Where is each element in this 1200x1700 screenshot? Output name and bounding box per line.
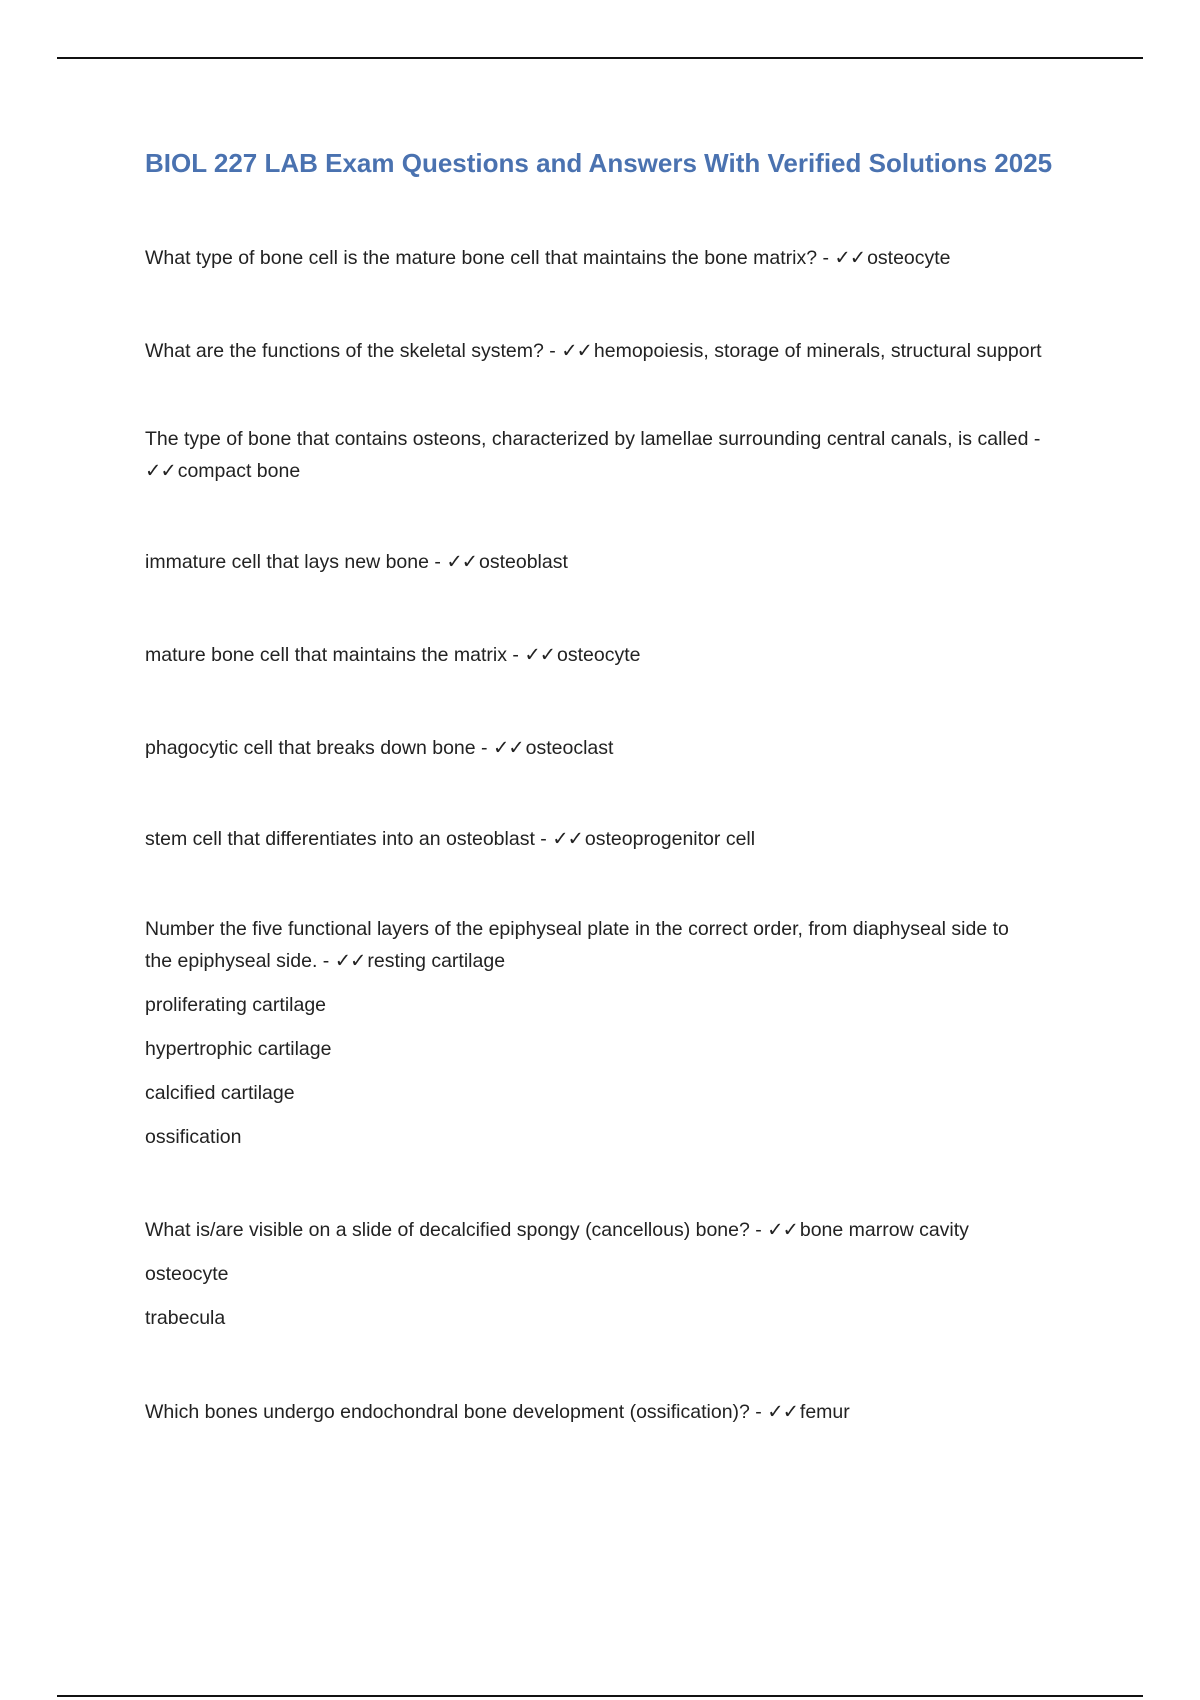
bottom-rule (57, 1695, 1143, 1697)
answer-text: hemopoiesis, storage of minerals, structural support (593, 340, 1042, 362)
qa-line: The type of bone that contains osteons, characterized by lamellae surrounding central canals, is called - (145, 428, 1041, 450)
question-text: immature cell that lays new bone - (145, 551, 447, 573)
qa-item-10 (145, 1396, 1105, 1428)
question-text: What type of bone cell is the mature bone cell that maintains the bone matrix? - (145, 247, 835, 269)
qa-item-4 (145, 546, 1105, 578)
answer-text: osteocyte (867, 247, 951, 269)
qa-line (145, 242, 1105, 274)
answer-text: femur (799, 1401, 850, 1423)
qa-item-1 (145, 242, 1105, 274)
check-mark-icon: ✓✓ (767, 1218, 798, 1241)
qa-item-3 (145, 424, 1105, 487)
question-text: Which bones undergo endochondral bone development (ossification)? - (145, 1401, 768, 1423)
check-mark-icon: ✓✓ (446, 550, 477, 573)
qa-line (145, 546, 1105, 578)
question-text: the epiphyseal side. - (145, 950, 335, 972)
answer-text: compact bone (177, 460, 301, 482)
document-title: BIOL 227 LAB Exam Questions and Answers With Verified Solutions 2025 (145, 148, 1053, 178)
answer-continuation: trabecula (145, 1307, 226, 1329)
answer-continuation: calcified cartilage (145, 1082, 295, 1104)
question-text: What is/are visible on a slide of decalcified spongy (cancellous) bone? - (145, 1219, 768, 1241)
answer-text: osteoblast (479, 551, 568, 573)
qa-item-7 (145, 823, 1105, 855)
check-mark-icon: ✓✓ (492, 736, 524, 759)
question-text: phagocytic cell that breaks down bone - (145, 737, 493, 759)
qa-item-8 (145, 914, 1105, 1153)
check-mark-icon: ✓✓ (561, 339, 592, 362)
question-text: stem cell that differentiates into an osteoblast - (145, 828, 553, 850)
answer-text: resting cartilage (367, 950, 506, 972)
qa-item-9 (145, 1214, 1105, 1334)
question-text: What are the functions of the skeletal system? - (145, 340, 562, 362)
answer-continuation: hypertrophic cartilage (145, 1038, 332, 1060)
answer-text: osteocyte (557, 644, 641, 666)
check-mark-icon: ✓✓ (145, 459, 176, 482)
answer-text: bone marrow cavity (799, 1219, 969, 1241)
question-text: mature bone cell that maintains the matrix - (145, 644, 525, 666)
qa-line (145, 732, 1105, 764)
qa-item-2 (145, 335, 1105, 367)
qa-line (145, 639, 1105, 671)
check-mark-icon: ✓✓ (552, 827, 583, 850)
check-mark-icon: ✓✓ (524, 643, 556, 666)
answer-continuation: osteocyte (145, 1263, 229, 1285)
qa-line (145, 823, 1105, 855)
answer-continuation: proliferating cartilage (145, 994, 327, 1016)
qa-line (145, 945, 1105, 977)
check-mark-icon: ✓✓ (834, 246, 866, 269)
qa-line (145, 1396, 1105, 1428)
answer-continuation: ossification (145, 1126, 242, 1148)
qa-item-6 (145, 732, 1105, 764)
qa-line (145, 1214, 1105, 1246)
answer-text: osteoclast (525, 737, 614, 759)
check-mark-icon: ✓✓ (767, 1400, 798, 1423)
qa-line: Number the five functional layers of the epiphyseal plate in the correct order, from diaphyseal side to (145, 918, 1009, 940)
qa-line (145, 335, 1105, 367)
qa-line (145, 455, 1105, 487)
qa-item-5 (145, 639, 1105, 671)
answer-text: osteoprogenitor cell (584, 828, 756, 850)
check-mark-icon: ✓✓ (334, 949, 366, 972)
top-rule (57, 57, 1143, 59)
